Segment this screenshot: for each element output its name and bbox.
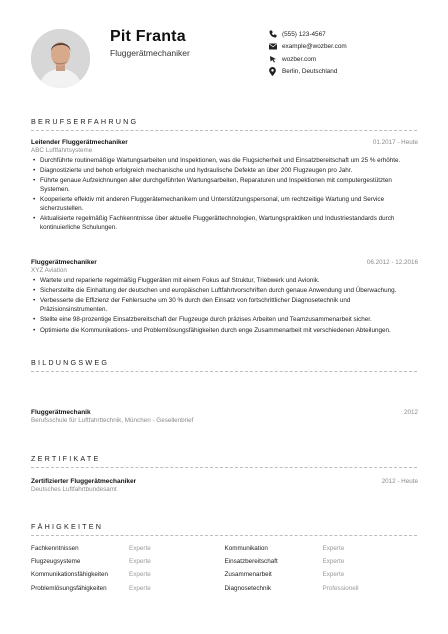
job-bullet: • Verbesserte die Effizienz der Fehlersuche um 30 % durch den Einsatz von fortschrittlicher Diagnosetechnik und Präzisionsinstrumenten. [31, 297, 418, 314]
job-entry [31, 259, 418, 337]
skill-level: Professionell [322, 584, 359, 592]
skill-name: Problemlösungsfähigkeiten [31, 584, 107, 592]
skill-row [31, 568, 418, 581]
candidate-title: Fluggerätmechaniker [110, 48, 190, 58]
job-bullet: • Diagnostizierte und behob erfolgreich mechanische und hydraulische Defekte an über 200 Flugzeugen pro Jahr. [31, 167, 418, 176]
education-institution: Berufsschule für Luftfahrttechnik, München - Gesellenbrief [31, 417, 194, 424]
skill-level: Experte [322, 558, 345, 566]
job-title: Leitender Fluggerätmechaniker [31, 139, 128, 146]
section-divider [31, 535, 417, 536]
contact-email-text: example@wozber.com [282, 43, 347, 51]
skill-row [31, 582, 418, 595]
certificate-issuer: Deutsches Luftfahrtbundesamt [31, 486, 117, 493]
education-entry [31, 409, 418, 424]
candidate-name: Pit Franta [110, 28, 186, 45]
skill-level: Experte [129, 571, 151, 579]
section-divider [31, 130, 417, 131]
certificate-date: 2012 - Heute [381, 478, 418, 485]
education-date: 2012 [403, 409, 418, 416]
contact-location-text: Berlin, Deutschland [282, 68, 338, 76]
job-bullet: • Durchführte routinemäßige Wartungsarbeiten und Inspektionen, was die Flugsicherheit und Einsatzbereitschaft um 25 % erhöhte. [31, 157, 418, 166]
job-bullet: • Sicherstellte die Einhaltung der deutschen und europäischen Luftfahrtvorschriften durch genaue Anwendung und Überwachung. [31, 287, 418, 296]
certificate-entry [31, 478, 418, 493]
section-title-certificates: ZERTIFIKATE [31, 454, 101, 463]
skill-name: Fachkenntnissen [31, 545, 79, 553]
skill-name: Diagnosetechnik [224, 584, 272, 592]
job-company: ABC Luftfahrtsysteme [31, 147, 93, 154]
contact-website[interactable] [268, 53, 347, 66]
job-bullet: • Kooperierte effektiv mit anderen Fluggerätemechanikern und Unterstützungspersonal, um rechtzeitige Wartung und Service sicherzustellen. [31, 196, 418, 213]
link-icon [268, 55, 277, 64]
education-title: Fluggerätmechanik [31, 409, 91, 416]
job-date: 01.2017 - Heute [372, 139, 418, 146]
section-title-skills: FÄHIGKEITEN [31, 522, 104, 531]
job-bullet: • Stellte eine 98-prozentige Einsatzbereitschaft der Flugzeuge durch präzises Arbeiten und Teamzusammenarbeit sicher. [31, 316, 418, 325]
phone-icon [268, 30, 277, 39]
skill-row [31, 555, 418, 568]
job-bullet: • Optimierte die Kommunikations- und Problemlösungsfähigkeiten durch enge Zusammenarbeit mit verschiedenen Abteilungen. [31, 327, 418, 336]
contact-phone-text: (555) 123-4567 [282, 30, 326, 38]
job-bullet: • Führte genaue Aufzeichnungen aller durchgeführten Wartungsarbeiten, Reparaturen und Inspektionen mit computergestützten Systemen. [31, 177, 418, 194]
skills-table [31, 542, 418, 595]
location-pin-icon [268, 67, 277, 76]
section-divider [31, 371, 417, 372]
contact-phone[interactable] [268, 28, 347, 41]
contact-location [268, 66, 347, 79]
job-entry [31, 139, 418, 234]
skill-level: Experte [129, 584, 151, 592]
skill-name: Kommunikationsfähigkeiten [31, 571, 109, 579]
job-bullets [31, 157, 418, 233]
section-divider [31, 467, 417, 468]
job-date: 06.2012 - 12.2016 [366, 259, 418, 266]
job-bullet: • Wartete und reparierte regelmäßig Fluggeräten mit einem Fokus auf Struktur, Triebwerk und Avionik. [31, 277, 418, 286]
skill-level: Experte [322, 571, 345, 579]
job-bullets [31, 277, 418, 335]
skill-level: Experte [322, 545, 345, 553]
profile-photo [31, 29, 90, 88]
job-company: XYZ Aviation [31, 267, 67, 274]
section-title-experience: BERUFSERFAHRUNG [31, 117, 139, 126]
section-title-education: BILDUNGSWEG [31, 358, 110, 367]
skill-name: Kommunikation [224, 545, 268, 553]
skill-row [31, 542, 418, 555]
skill-level: Experte [129, 558, 151, 566]
contact-website-text: wozber.com [282, 55, 317, 63]
certificate-title: Zertifizierter Fluggerätmechaniker [31, 478, 137, 485]
skill-name: Einsatzbereitschaft [224, 558, 278, 566]
job-title: Fluggerätmechaniker [31, 259, 97, 266]
contact-email[interactable] [268, 41, 347, 54]
job-bullet: • Aktualisierte regelmäßig Fachkenntnisse über aktuelle Fluggerättechnologien, Wartungspraktiken und Industriestandards durch kontinuierliche Schulungen. [31, 215, 418, 232]
contact-list [268, 28, 347, 78]
skill-name: Zusammenarbeit [224, 571, 272, 579]
email-icon [268, 42, 277, 51]
skill-level: Experte [129, 545, 151, 553]
skill-name: Flugzeugsysteme [31, 558, 81, 566]
